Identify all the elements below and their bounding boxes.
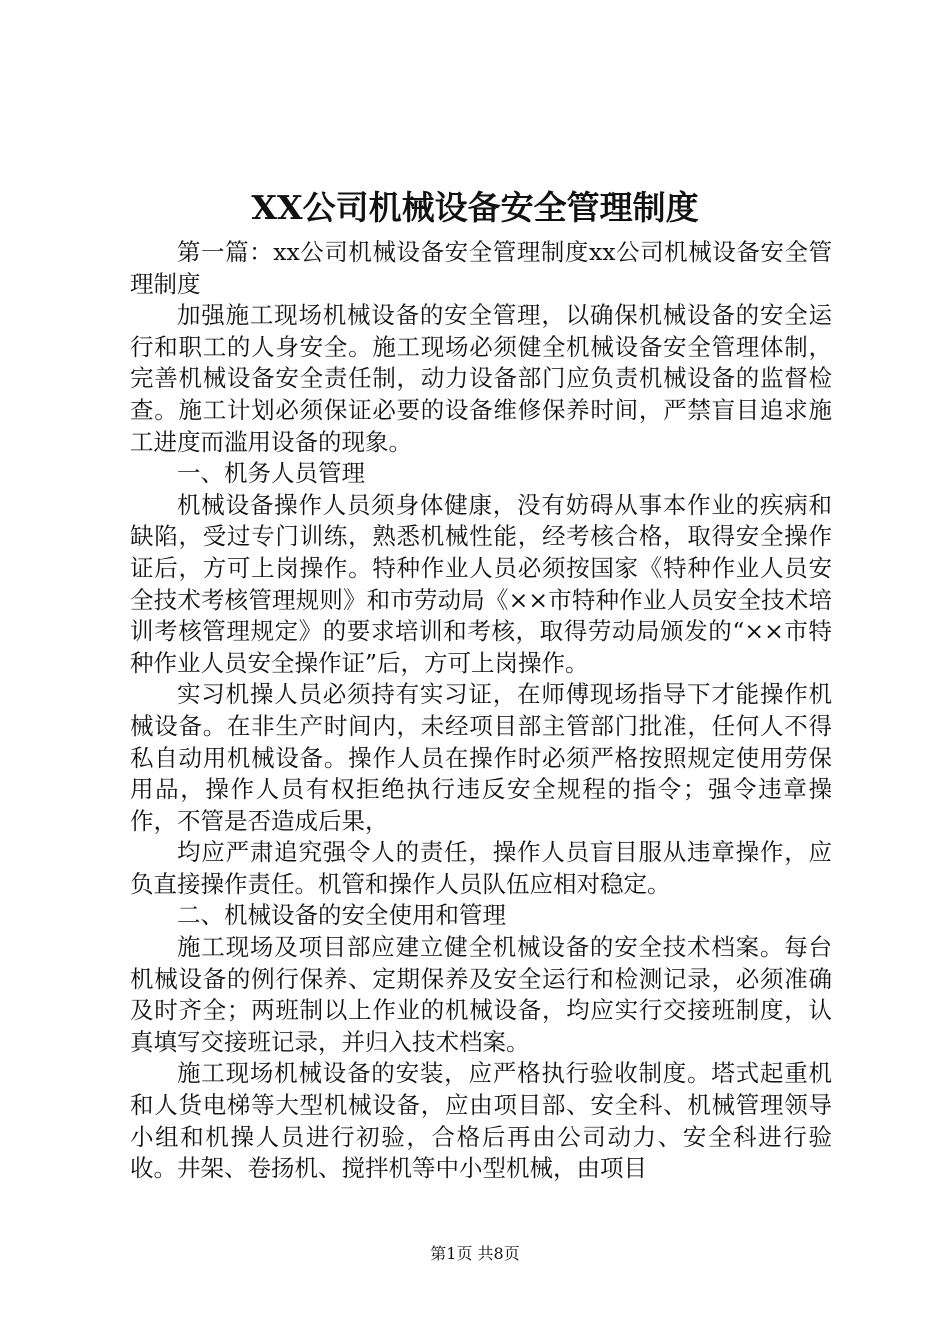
paragraph-overview: 加强施工现场机械设备的安全管理，以确保机械设备的安全运行和职工的人身安全。施工现场必须健全机械设备安全管理体制，完善机械设备安全责任制，动力设备部门应负责机械设备的监督检查。施工计划必须保证必要的设备维修保养时间，严禁盲目追求施工进度而滥用设备的现象。 <box>130 301 832 456</box>
document-title: XX公司机械设备安全管理制度 <box>251 188 699 227</box>
paragraph-responsibility: 均应严肃追究强令人的责任，操作人员盲目服从违章操作，应负直接操作责任。机管和操作人员队伍应相对稳定。 <box>130 838 832 898</box>
paragraph-trainee-operators: 实习机操人员必须持有实习证，在师傅现场指导下才能操作机械设备。在非生产时间内，未经项目部主管部门批准，任何人不得私自动用机械设备。操作人员在操作时必须严格按照规定使用劳保用品，操作人员有权拒绝执行违反安全规程的指令；强令违章操作，不管是否造成后果， <box>130 680 832 835</box>
section-heading-personnel: 一、机务人员管理 <box>177 459 365 488</box>
section-heading-equipment-use: 二、机械设备的安全使用和管理 <box>177 901 506 930</box>
paragraph-installation-acceptance: 施工现场机械设备的安装，应严格执行验收制度。塔式起重机和人货电梯等大型机械设备，应由项目部、安全科、机械管理领导小组和机操人员进行初验，合格后再由公司动力、安全科进行验收。井架、卷扬机、搅拌机等中小型机械，由项目 <box>130 1059 832 1183</box>
document-body <box>130 237 832 1185</box>
page-number-footer: 第1页 共8页 <box>430 1244 520 1263</box>
paragraph-technical-archives: 施工现场及项目部应建立健全机械设备的安全技术档案。每台机械设备的例行保养、定期保养及安全运行和检测记录，必须准确及时齐全；两班制以上作业的机械设备，均应实行交接班制度，认真填写交接班记录，并归入技术档案。 <box>130 933 832 1056</box>
paragraph-operator-requirements: 机械设备操作人员须身体健康，没有妨碍从事本作业的疾病和缺陷，受过专门训练，熟悉机械性能，经考核合格，取得安全操作证后，方可上岗操作。特种作业人员必须按国家《特种作业人员安全技术考核管理规则》和市劳动局《××市特种作业人员安全技术培训考核管理规定》的要求培训和考核，取得劳动局颁发的“××市特种作业人员安全操作证”后，方可上岗操作。 <box>130 490 832 677</box>
paragraph-intro: 第一篇：xx公司机械设备安全管理制度xx公司机械设备安全管理制度 <box>130 238 832 298</box>
